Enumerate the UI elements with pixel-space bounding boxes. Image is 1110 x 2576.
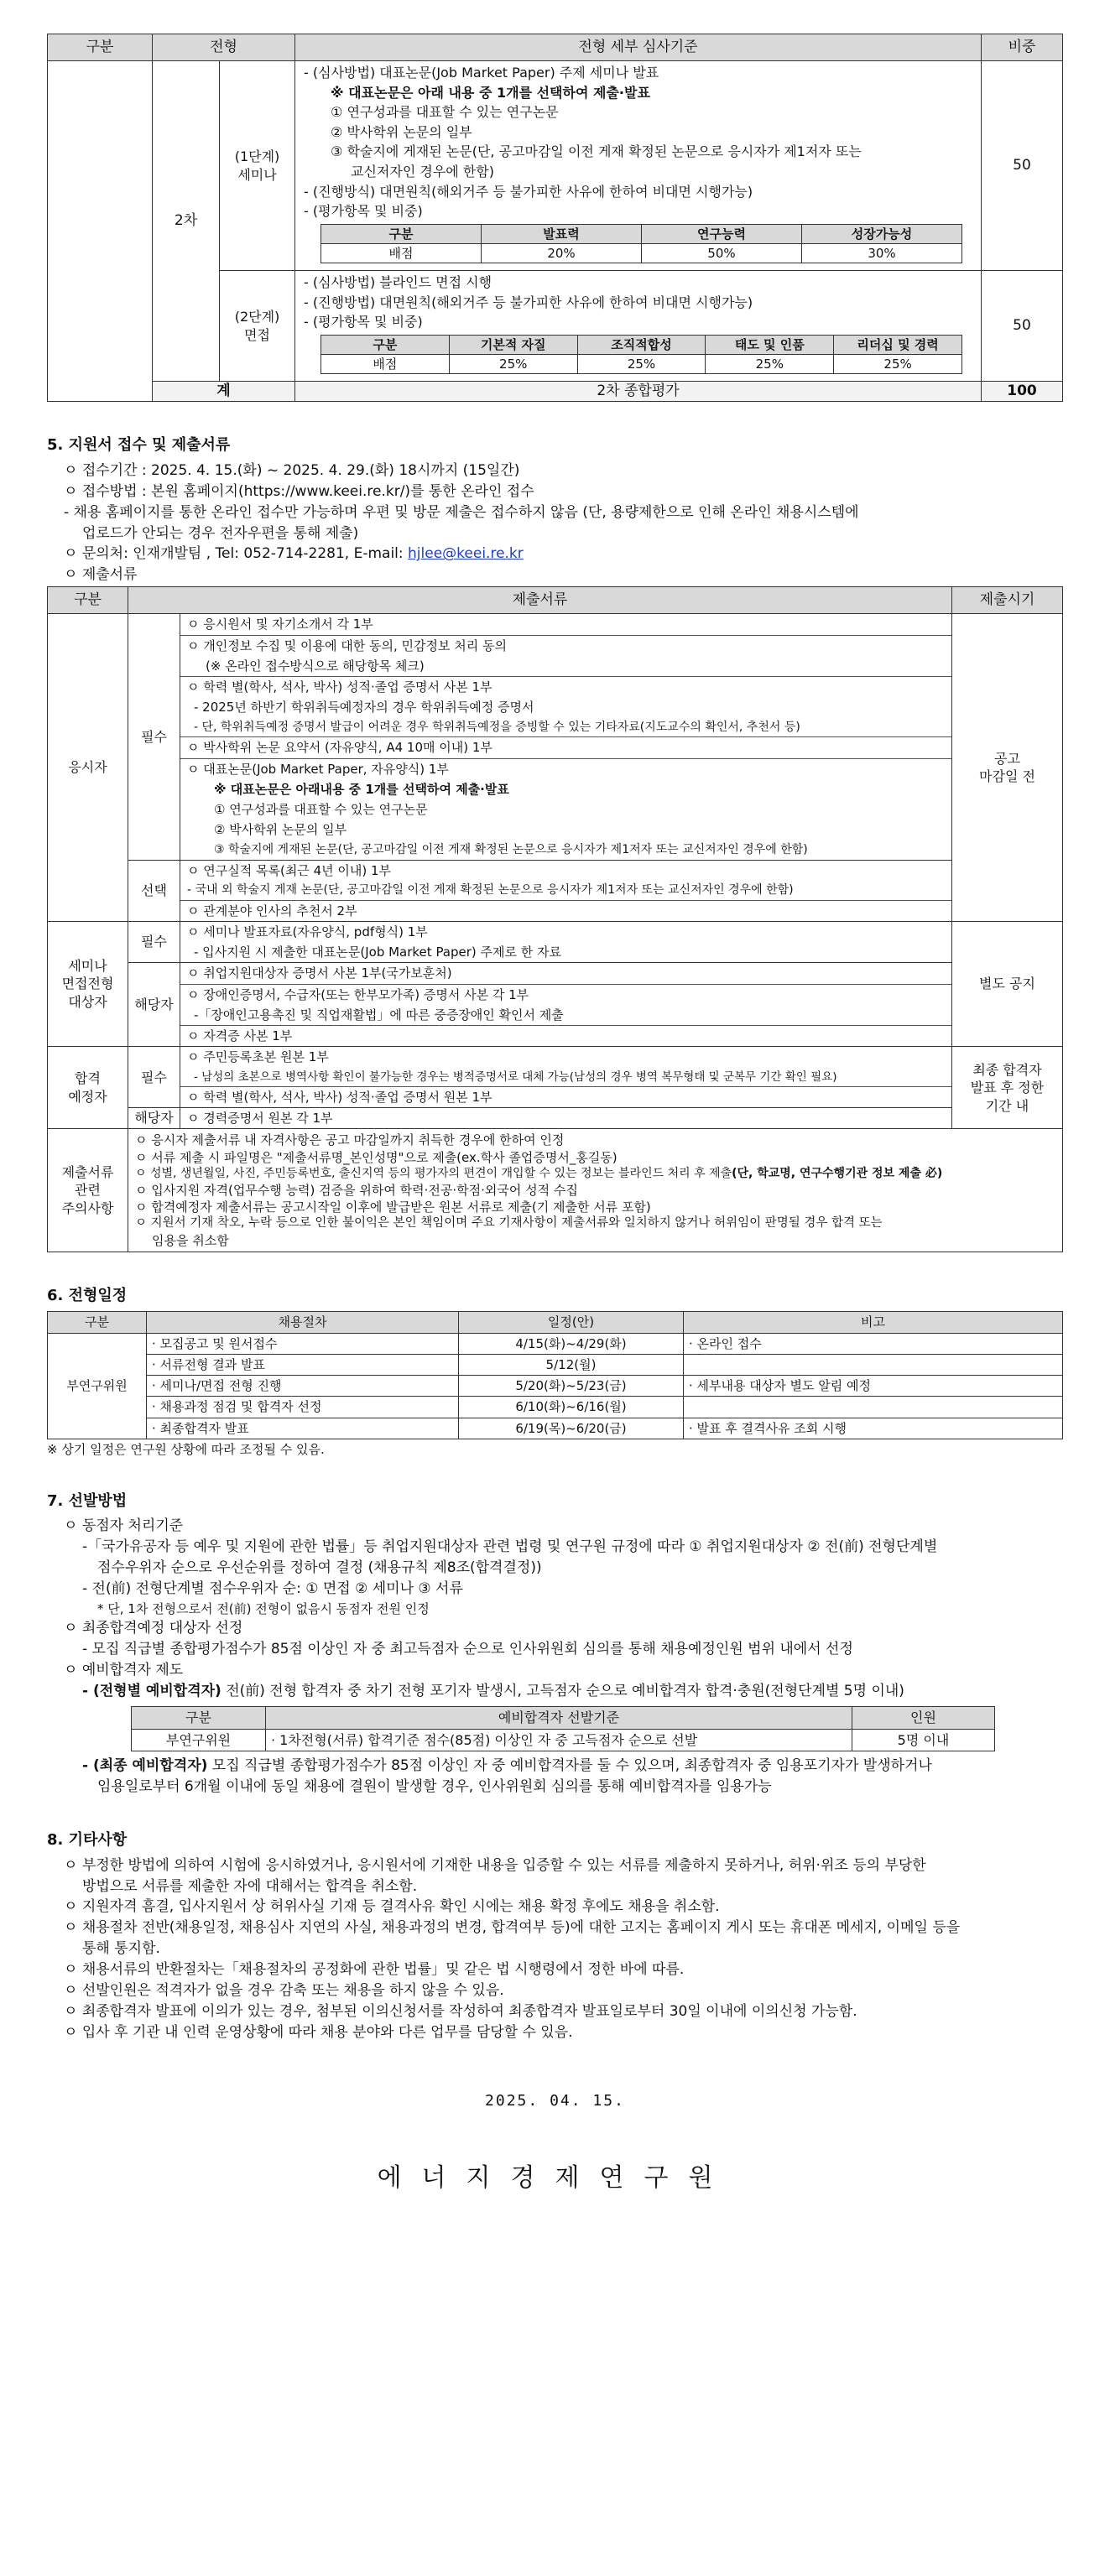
score-header: 발표력 xyxy=(482,224,642,243)
caution-line: ㅇ 지원서 기재 착오, 누락 등으로 인한 불이익은 본인 책임이며 주요 기재사항이 제출서류와 일치하지 않거나 허위임이 판명될 경우 합격 또는 xyxy=(135,1216,883,1231)
doc-line: - 국내 외 학술지 게재 논문(단, 공고마감일 이전 게재 확정된 논문으로 응시자가 제1저자 또는 교신저자인 경우에 한함) xyxy=(187,882,794,897)
docs-final-label: 합격 예정자 xyxy=(48,1047,128,1129)
caution-line: ㅇ 성별, 생년월일, 사진, 주민등록번호, 출신지역 등의 평가자의 편견이 개입할 수 있는 정보는 블라인드 처리 후 제출(단, 학교명, 연구수행기관 정보 제출 必) xyxy=(135,1166,943,1180)
interview-criteria xyxy=(295,271,982,382)
seminar-line: 교신저자인 경우에 한함) xyxy=(351,163,494,180)
apply-period: ㅇ 접수기간 : 2025. 4. 15.(화) ~ 2025. 4. 29.(화) 18시까지 (15일간) xyxy=(64,461,520,479)
schedule-date: 5/20(화)~5/23(금) xyxy=(459,1376,684,1397)
score-header: 기본적 자질 xyxy=(449,335,577,354)
schedule-note: · 세부내용 대상자 별도 알림 예정 xyxy=(684,1376,1063,1397)
doc-line: ㅇ 자격증 사본 1부 xyxy=(187,1028,293,1044)
reserve-header: 구분 xyxy=(132,1707,266,1730)
reserve-cell: · 1차전형(서류) 합격기준 점수(85점) 이상인 자 중 고득점자 순으로 선발 xyxy=(266,1729,852,1751)
eval-header-criteria: 전형 세부 심사기준 xyxy=(295,34,982,61)
doc-line: (※ 온라인 접수방식으로 해당항목 체크) xyxy=(206,658,425,674)
reserve-cell: 부연구위원 xyxy=(132,1729,266,1751)
misc-line: ㅇ 최종합격자 발표에 이의가 있는 경우, 첨부된 이의신청서를 작성하여 최종합격자 발표일로부터 30일 이내에 이의신청 가능함. xyxy=(64,2003,857,2021)
seminar-timing: 별도 공지 xyxy=(952,921,1063,1047)
applicant-timing: 공고 마감일 전 xyxy=(952,614,1063,922)
docs-header-category: 구분 xyxy=(48,587,128,614)
score-header: 태도 및 인품 xyxy=(706,335,834,354)
schedule-date: 6/19(목)~6/20(금) xyxy=(459,1418,684,1439)
doc-line: ㅇ 경력증명서 원본 각 1부 xyxy=(187,1111,333,1127)
docs-applicable-label: 해당자 xyxy=(128,1108,180,1129)
seminar-label: (1단계) 세미나 xyxy=(220,60,295,270)
doc-line: ① 연구성과를 대표할 수 있는 연구논문 xyxy=(214,802,428,818)
notice-date: 2025. 04. 15. xyxy=(485,2092,625,2110)
reserve-header: 인원 xyxy=(852,1707,995,1730)
seminar-line: ③ 학술지에 게재된 논문(단, 공고마감일 이전 게재 확정된 논문으로 응시자가 제1저자 또는 xyxy=(331,143,862,160)
reserve-cell: 5명 이내 xyxy=(852,1729,995,1751)
apply-method-note: - 채용 홈페이지를 통한 온라인 접수만 가능하며 우편 및 방문 제출은 접수하지 않음 (단, 용량제한으로 인해 온라인 채용시스템에 xyxy=(64,503,859,521)
score-cell: 배점 xyxy=(321,243,482,263)
contact-text: ㅇ 문의처: 인재개발팀 , Tel: 052-714-2281, E-mail: xyxy=(64,545,409,563)
score-cell: 25% xyxy=(834,355,962,374)
doc-line: ㅇ 취업지원대상자 증명서 사본 1부(국가보훈처) xyxy=(180,963,951,984)
eval-header-stage: 전형 xyxy=(153,34,295,61)
final-reserve-line: 임용일로부터 6개월 이내에 동일 채용에 결원이 발생할 경우, 인사위원회 심의를 통해 예비합격자를 임용가능 xyxy=(97,1778,772,1796)
doc-line: ※ 대표논문은 아래내용 중 1개를 선택하여 제출·발표 xyxy=(214,781,509,797)
docs-optional-label: 선택 xyxy=(128,860,180,921)
doc-line: - 남성의 초본으로 병역사항 확인이 불가능한 경우는 병적증명서로 대체 가능(남성의 경우 병역 복무형태 및 군복무 기간 확인 필요) xyxy=(180,1068,951,1087)
schedule-table xyxy=(47,1311,1063,1439)
doc-line: ③ 학술지에 게재된 논문(단, 공고마감일 이전 게재 확정된 논문으로 응시자가 제1저자 또는 교신저자인 경우에 한함) xyxy=(214,842,808,856)
reserve-label: ㅇ 예비합격자 제도 xyxy=(64,1662,184,1679)
caution-line: ㅇ 합격예정자 제출서류는 공고시작일 이후에 발급받은 원본 서류로 제출(기 제출한 서류 포함) xyxy=(135,1200,651,1215)
schedule-note-text: ※ 상기 일정은 연구원 상황에 따라 조정될 수 있음. xyxy=(47,1441,325,1457)
score-header: 리더십 및 경력 xyxy=(834,335,962,354)
final-timing: 최종 합격자 발표 후 정한 기간 내 xyxy=(952,1047,1063,1129)
schedule-step: · 서류전형 결과 발표 xyxy=(147,1354,459,1375)
doc-line: ㅇ 대표논문(Job Market Paper, 자유양식) 1부 xyxy=(187,761,449,777)
interview-line: - (평가항목 및 비중) xyxy=(304,314,423,330)
schedule-note xyxy=(684,1397,1063,1418)
caution-line: ㅇ 입사지원 자격(업무수행 능력) 검증을 위하여 학력·전공·학점·외국어 성적 수집 xyxy=(135,1182,578,1198)
seminar-line: - (평가항목 및 비중) xyxy=(304,203,423,220)
seminar-criteria xyxy=(295,60,982,270)
schedule-note xyxy=(684,1354,1063,1375)
schedule-step: · 채용과정 점검 및 합격자 선정 xyxy=(147,1397,459,1418)
contact xyxy=(47,544,1063,564)
doc-line: ㅇ 응시원서 및 자기소개서 각 1부 xyxy=(180,614,951,635)
doc-line: ㅇ 학력 별(학사, 석사, 박사) 성적·졸업 증명서 원본 1부 xyxy=(187,1089,492,1105)
score-cell: 30% xyxy=(801,243,961,263)
eval-header-category: 구분 xyxy=(48,34,153,61)
doc-line: ㅇ 세미나 발표자료(자유양식, pdf형식) 1부 xyxy=(187,924,428,939)
schedule-header: 일정(안) xyxy=(459,1312,684,1333)
interview-line: - (진행방법) 대면원칙(해외거주 등 불가피한 사유에 한하여 비대면 시행가능) xyxy=(304,294,753,310)
evaluation-table xyxy=(47,34,1063,402)
total-desc: 2차 종합평가 xyxy=(295,382,982,402)
final-required-docs xyxy=(180,1047,952,1108)
docs-cautions xyxy=(128,1129,1063,1252)
seminar-weight: 50 xyxy=(982,60,1063,270)
docs-required-label: 필수 xyxy=(128,1047,180,1108)
seminar-line: - (진행방식) 대면원칙(해외거주 등 불가피한 사유에 한하여 비대면 시행가능) xyxy=(304,183,753,200)
doc-line: ㅇ 연구실적 목록(최근 4년 이내) 1부 xyxy=(187,862,392,878)
tie-label: ㅇ 동점자 처리기준 xyxy=(64,1517,184,1535)
final-applicable-docs xyxy=(180,1108,952,1129)
seminar-line: ② 박사학위 논문의 일부 xyxy=(331,123,472,140)
seminar-line: - (심사방법) 대표논문(Job Market Paper) 주제 세미나 발표 xyxy=(304,64,659,81)
doc-line: ㅇ 주민등록초본 원본 1부 xyxy=(187,1049,329,1065)
schedule-header: 구분 xyxy=(48,1312,147,1333)
score-cell: 25% xyxy=(706,355,834,374)
doc-line: ㅇ 학력 별(학사, 석사, 박사) 성적·졸업 증명서 사본 1부 xyxy=(187,679,492,695)
final-select-label: ㅇ 최종합격예정 대상자 선정 xyxy=(64,1620,243,1637)
seminar-applicable-docs xyxy=(180,963,952,1047)
schedule-note: · 온라인 접수 xyxy=(684,1333,1063,1354)
schedule-header: 비고 xyxy=(684,1312,1063,1333)
seminar-score-table xyxy=(320,224,962,264)
schedule-step: · 모집공고 및 원서접수 xyxy=(147,1333,459,1354)
docs-applicable-label: 해당자 xyxy=(128,963,180,1047)
tie-line: 점수우위자 순으로 우선순위를 정하여 결정 (채용규칙 제8조(합격결정)) xyxy=(97,1559,542,1577)
caution-line: ㅇ 응시자 제출서류 내 자격사항은 공고 마감일까지 취득한 경우에 한하여 인정 xyxy=(135,1132,565,1148)
schedule-step: · 세미나/면접 전형 진행 xyxy=(147,1376,459,1397)
misc-line: ㅇ 채용서류의 반환절차는「채용절차의 공정화에 관한 법률」및 같은 법 시행령에서 정한 바에 따름. xyxy=(64,1961,685,1979)
misc-line: 방법으로 서류를 제출한 자에 대해서는 합격을 취소함. xyxy=(82,1877,418,1895)
score-cell: 25% xyxy=(577,355,706,374)
docs-required-label: 필수 xyxy=(128,614,180,860)
schedule-header: 채용절차 xyxy=(147,1312,459,1333)
interview-label: (2단계) 면접 xyxy=(220,271,295,382)
score-header: 성장가능성 xyxy=(801,224,961,243)
docs-header-docs: 제출서류 xyxy=(128,587,952,614)
schedule-date: 5/12(월) xyxy=(459,1354,684,1375)
caution-line: ㅇ 서류 제출 시 파일명은 "제출서류명_본인성명"으로 제출(ex.학사 졸업증명서_홍길동) xyxy=(135,1149,618,1165)
doc-line: ㅇ 개인정보 수집 및 이용에 대한 동의, 민감정보 처리 동의 xyxy=(187,637,507,653)
contact-email-link[interactable]: hjlee@keei.re.kr xyxy=(408,545,524,563)
score-cell: 50% xyxy=(641,243,801,263)
reserve-header: 예비합격자 선발기준 xyxy=(266,1707,852,1730)
schedule-step: · 최종합격자 발표 xyxy=(147,1418,459,1439)
tie-line: -「국가유공자 등 예우 및 지원에 관한 법률」등 취업지원대상자 관련 법령 및 연구원 규정에 따라 ① 취업지원대상자 ② 전(前) 전형단계별 xyxy=(82,1538,938,1556)
interview-line: - (심사방법) 블라인드 면접 시행 xyxy=(304,274,492,291)
misc-line: ㅇ 채용절차 전반(채용일정, 채용심사 지연의 사실, 채용과정의 변경, 합격여부 등)에 대한 고지는 홈페이지 게시 또는 휴대폰 메세지, 이메일 등을 xyxy=(64,1919,961,1937)
docs-applicant-label: 응시자 xyxy=(48,614,128,922)
schedule-date: 6/10(화)~6/16(월) xyxy=(459,1397,684,1418)
total-label: 계 xyxy=(153,382,295,402)
doc-line: ㅇ 박사학위 논문 요약서 (자유양식, A4 10매 이내) 1부 xyxy=(180,737,951,758)
doc-line: -「장애인고용촉진 및 직업재활법」에 따른 중증장애인 확인서 제출 xyxy=(194,1007,564,1023)
seminar-line: ① 연구성과를 대표할 수 있는 연구논문 xyxy=(331,104,559,121)
seminar-line: ※ 대표논문은 아래 내용 중 1개를 선택하여 제출·발표 xyxy=(331,84,650,101)
section-6-title: 6. 전형일정 xyxy=(47,1287,128,1305)
score-header: 구분 xyxy=(321,335,450,354)
apply-method: ㅇ 접수방법 : 본원 홈페이지(https://www.keei.re.kr/)를 통한 온라인 접수 xyxy=(64,482,534,500)
score-header: 연구능력 xyxy=(641,224,801,243)
caution-line: 임용을 취소함 xyxy=(152,1232,229,1248)
section-5-title: 5. 지원서 접수 및 제출서류 xyxy=(47,436,231,455)
section-7-title: 7. 선발방법 xyxy=(47,1492,128,1511)
tie-line: * 단, 1차 전형으로서 전(前) 전형이 없음시 동점자 전원 인정 xyxy=(97,1601,430,1617)
reserve-table xyxy=(131,1706,995,1751)
misc-line: ㅇ 부정한 방법에 의하여 시험에 응시하였거나, 응시원서에 기재한 내용을 입증할 수 있는 서류를 제출하지 못하거나, 허위·위조 등의 부당한 xyxy=(64,1856,926,1874)
eval-header-weight: 비중 xyxy=(982,34,1063,61)
score-cell: 20% xyxy=(482,243,642,263)
interview-score-table xyxy=(320,335,962,375)
doc-line: ② 박사학위 논문의 일부 xyxy=(214,822,347,838)
applicant-required-docs xyxy=(180,614,952,860)
schedule-date: 4/15(화)~4/29(화) xyxy=(459,1333,684,1354)
misc-line: ㅇ 지원자격 흠결, 입사지원서 상 허위사실 기재 등 결격사유 확인 시에는 채용 확정 후에도 채용을 취소함. xyxy=(64,1898,720,1916)
score-cell: 배점 xyxy=(321,355,450,374)
doc-line: ㅇ 관계분야 인사의 추천서 2부 xyxy=(187,903,357,919)
schedule-group: 부연구위원 xyxy=(48,1333,147,1439)
section-8-title: 8. 기타사항 xyxy=(47,1831,128,1850)
applicant-optional-docs xyxy=(180,860,952,921)
docs-label: ㅇ 제출서류 xyxy=(64,566,138,584)
apply-method-note: 업로드가 안되는 경우 전자우편을 통해 제출) xyxy=(82,524,359,542)
misc-line: ㅇ 선발인원은 적격자가 없을 경우 감축 또는 채용을 하지 않을 수 있음. xyxy=(64,1982,504,2000)
total-weight: 100 xyxy=(982,382,1063,402)
eval-stage-2: 2차 xyxy=(153,60,220,382)
final-reserve-line: - (최종 예비합격자) 모집 직급별 종합평가점수가 85점 이상인 자 중 예비합격자를 둘 수 있으며, 최종합격자 중 임용포기자가 발생하거나 xyxy=(82,1757,932,1775)
organization-name: 에너지경제연구원 xyxy=(377,2163,733,2194)
score-header: 조직적합성 xyxy=(577,335,706,354)
misc-line: 통해 통지함. xyxy=(82,1940,160,1958)
doc-line: ㅇ 장애인증명서, 수급자(또는 한부모가족) 증명서 사본 각 1부 xyxy=(187,986,529,1002)
reserve-line: - (전형별 예비합격자) 전(前) 전형 합격자 중 차기 전형 포기자 발생시, 고득점자 순으로 예비합격자 합격·충원(전형단계별 5명 이내) xyxy=(82,1683,904,1700)
docs-required-label: 필수 xyxy=(128,921,180,963)
doc-line: - 단, 학위취득예정 증명서 발급이 어려운 경우 학위취득예정을 증빙할 수 있는 기타자료(지도교수의 확인서, 추천서 등) xyxy=(194,720,800,734)
docs-seminar-label: 세미나 면접전형 대상자 xyxy=(48,921,128,1047)
doc-line: - 2025년 하반기 학위취득예정자의 경우 학위취득예정 증명서 xyxy=(194,700,534,716)
interview-weight: 50 xyxy=(982,271,1063,382)
final-select-line: - 모집 직급별 종합평가점수가 85점 이상인 자 중 최고득점자 순으로 인사위원회 심의를 통해 채용예정인원 범위 내에서 선정 xyxy=(82,1641,853,1658)
documents-table xyxy=(47,586,1063,1252)
schedule-note: · 발표 후 결격사유 조회 시행 xyxy=(684,1418,1063,1439)
docs-cautions-label: 제출서류 관련 주의사항 xyxy=(48,1129,128,1252)
tie-line: - 전(前) 전형단계별 점수우위자 순: ① 면접 ② 세미나 ③ 서류 xyxy=(82,1580,463,1598)
seminar-required-docs xyxy=(180,921,952,963)
doc-line: - 입사지원 시 제출한 대표논문(Job Market Paper) 주제로 한 자료 xyxy=(194,945,562,960)
docs-header-timing: 제출시기 xyxy=(952,587,1063,614)
misc-line: ㅇ 입사 후 기관 내 인력 운영상황에 따라 채용 분야와 다른 업무를 담당할 수 있음. xyxy=(64,2024,573,2042)
score-header: 구분 xyxy=(321,224,482,243)
score-cell: 25% xyxy=(449,355,577,374)
